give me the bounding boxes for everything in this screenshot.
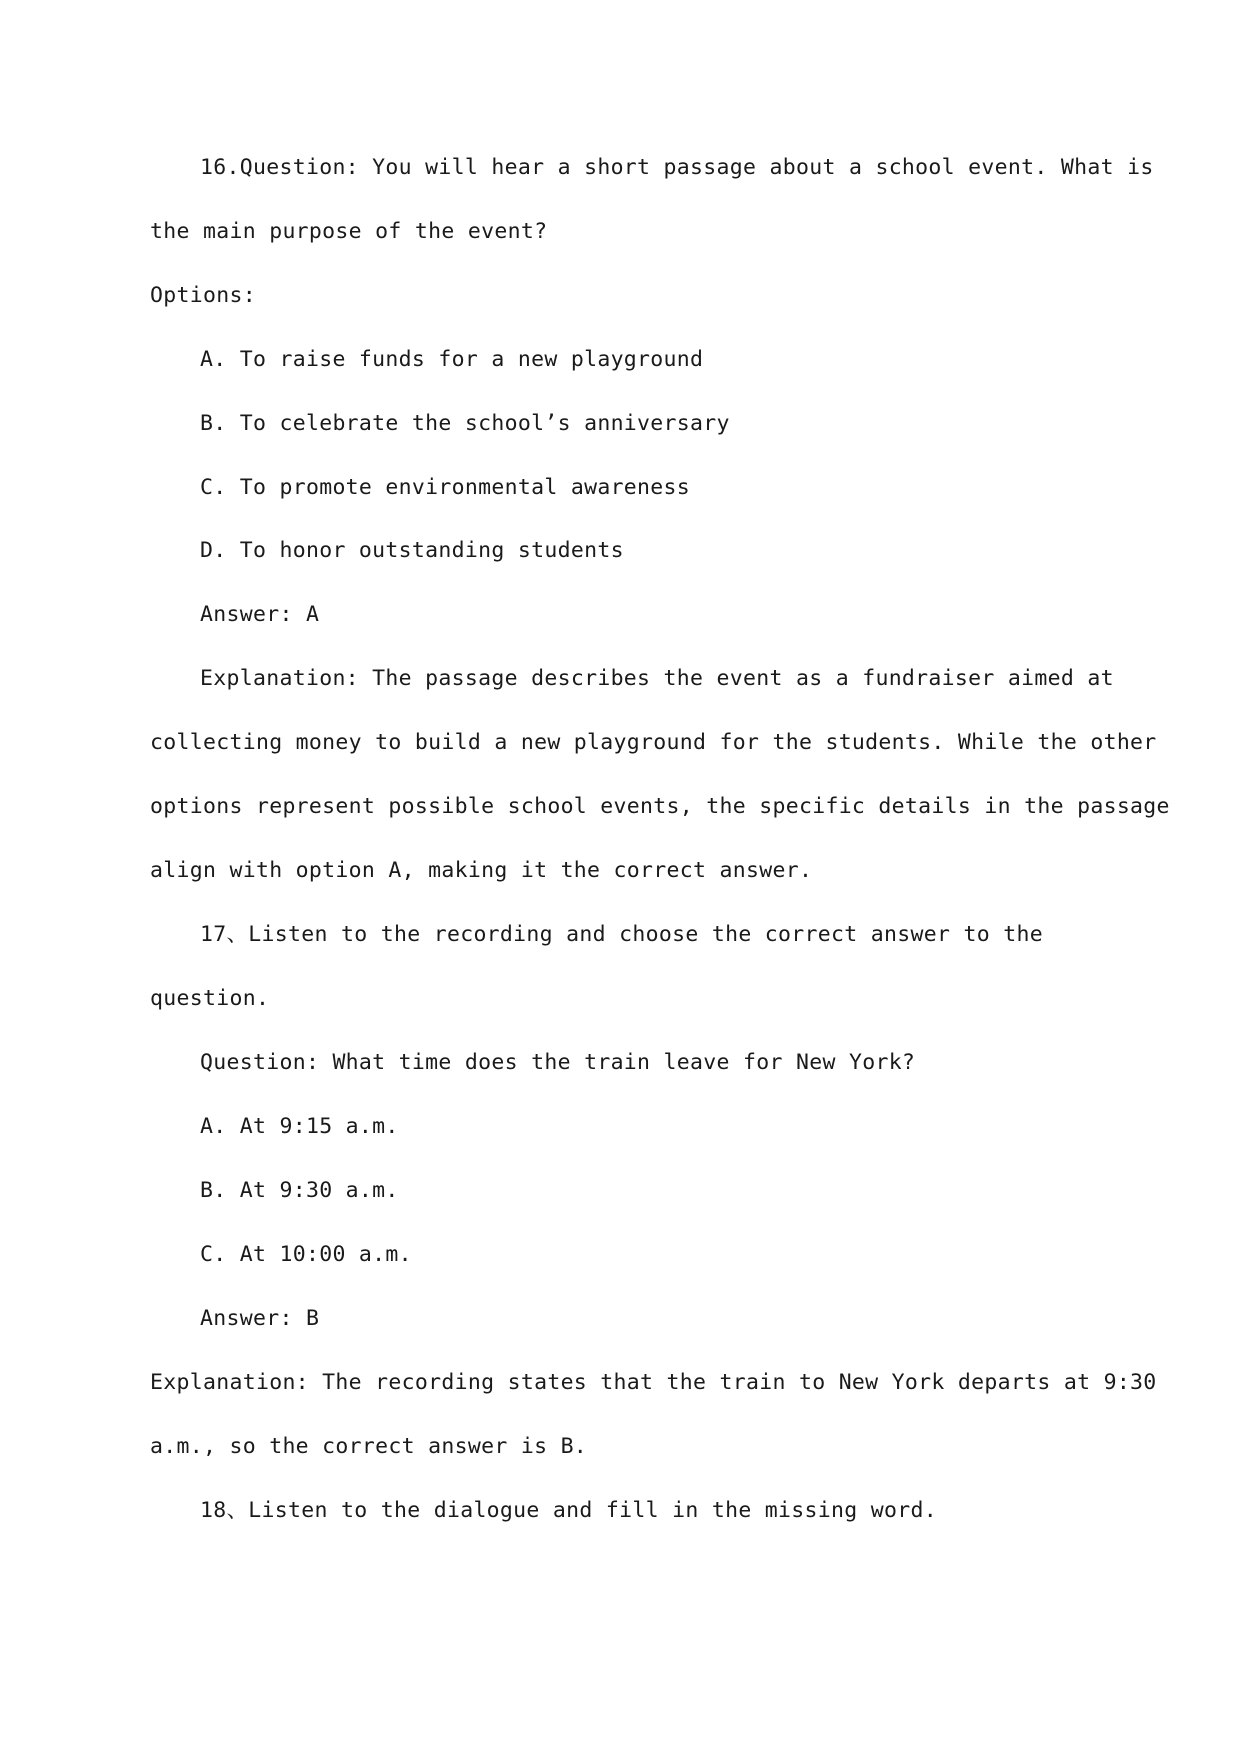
q17-explanation-line-1: Explanation: The recording states that the train to New York departs at 9:30 xyxy=(150,1370,1157,1395)
q17-option-c: C. At 10:00 a.m. xyxy=(200,1242,412,1267)
q16-option-b: B. To celebrate the school’s anniversary xyxy=(200,411,730,436)
q16-option-d: D. To honor outstanding students xyxy=(200,538,624,563)
q17-option-a: A. At 9:15 a.m. xyxy=(200,1114,399,1139)
q18-instruction: 18、Listen to the dialogue and fill in the missing word. xyxy=(200,1498,937,1523)
q16-explanation-line-1: Explanation: The passage describes the event as a fundraiser aimed at xyxy=(200,666,1114,691)
q17-explanation-line-2: a.m., so the correct answer is B. xyxy=(150,1434,588,1459)
q16-answer: Answer: A xyxy=(200,602,320,627)
q16-explanation-line-2: collecting money to build a new playground for the students. While the other xyxy=(150,730,1157,755)
q16-options-label: Options: xyxy=(150,283,256,308)
q17-option-b: B. At 9:30 a.m. xyxy=(200,1178,399,1203)
q16-explanation-line-3: options represent possible school events, the specific details in the passage xyxy=(150,794,1170,819)
q16-explanation-line-4: align with option A, making it the correct answer. xyxy=(150,858,813,883)
q17-answer: Answer: B xyxy=(200,1306,320,1331)
q16-option-c: C. To promote environmental awareness xyxy=(200,475,691,500)
q16-question-line-1: 16.Question: You will hear a short passage about a school event. What is xyxy=(200,155,1154,180)
q16-question-line-2: the main purpose of the event? xyxy=(150,219,548,244)
q17-question: Question: What time does the train leave for New York? xyxy=(200,1050,916,1075)
q17-instruction-line-2: question. xyxy=(150,986,270,1011)
q16-option-a: A. To raise funds for a new playground xyxy=(200,347,704,372)
q17-instruction-line-1: 17、Listen to the recording and choose the correct answer to the xyxy=(200,922,1043,947)
